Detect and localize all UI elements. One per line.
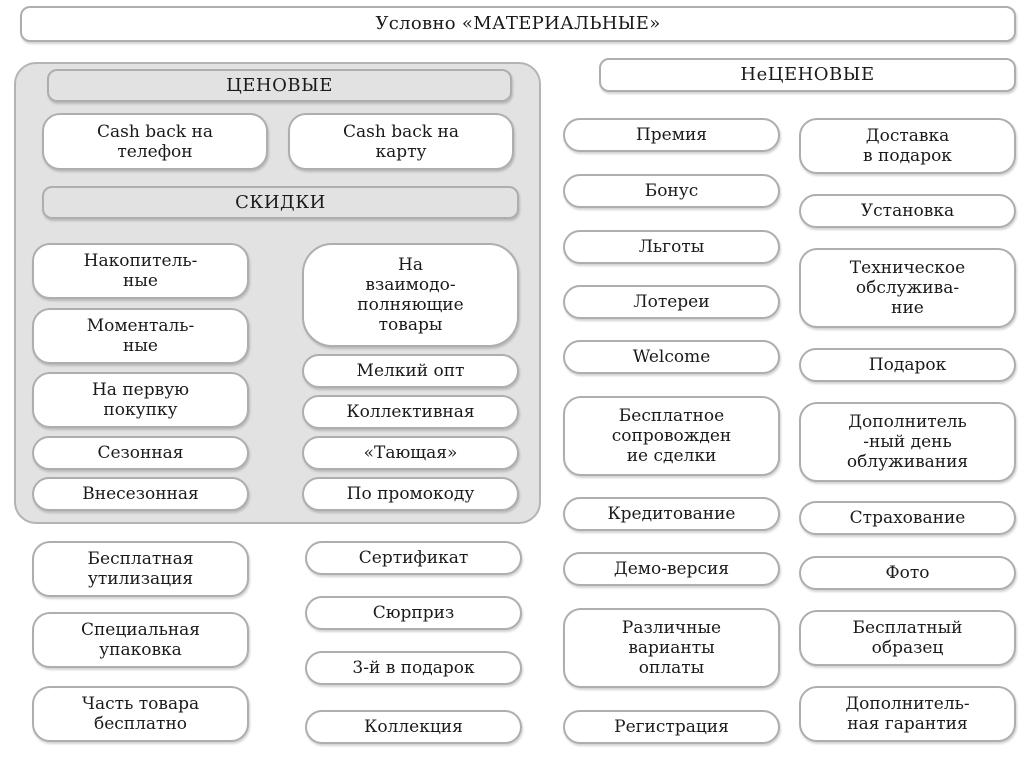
- nonprice-payment-options: Различные варианты оплаты: [563, 608, 780, 688]
- nonprice-gift: Подарок: [799, 348, 1016, 382]
- nonprice-extra-warranty: Дополнитель- ная гарантия: [799, 686, 1016, 742]
- nonprice-demo: Демо-версия: [563, 552, 780, 586]
- certificate-box: Сертификат: [305, 541, 522, 575]
- free-disposal-box: Бесплатная утилизация: [32, 541, 249, 597]
- discount-instant: Моменталь- ные: [32, 308, 249, 364]
- special-packaging-box: Специальная упаковка: [32, 612, 249, 668]
- diagram-title: Условно «МАТЕРИАЛЬНЫЕ»: [20, 6, 1016, 42]
- nonprice-free-sample: Бесплатный образец: [799, 610, 1016, 666]
- nonprice-registration: Регистрация: [563, 710, 780, 744]
- discount-first-purchase: На первую покупку: [32, 372, 249, 428]
- nonprice-maintenance: Техническое обслужива- ние: [799, 248, 1016, 328]
- cashback-phone-box: Cash back на телефон: [42, 113, 268, 170]
- cashback-card-box: Cash back на карту: [288, 113, 514, 170]
- nonprice-privileges: Льготы: [563, 230, 780, 264]
- discount-promocode: По промокоду: [302, 477, 519, 511]
- free-product-part-box: Часть товара бесплатно: [32, 686, 249, 742]
- discount-cumulative: Накопитель- ные: [32, 243, 249, 299]
- nonprice-welcome: Welcome: [563, 340, 780, 374]
- nonprice-bonus: Бонус: [563, 174, 780, 208]
- price-header: ЦЕНОВЫЕ: [47, 69, 512, 102]
- nonprice-bonus-premium: Премия: [563, 118, 780, 152]
- nonprice-lotteries: Лотереи: [563, 285, 780, 319]
- discount-complementary: На взаимодо- полняющие товары: [302, 243, 519, 347]
- discounts-header: СКИДКИ: [42, 186, 519, 219]
- nonprice-photo: Фото: [799, 556, 1016, 590]
- third-free-box: 3-й в подарок: [305, 651, 522, 685]
- discount-offseason: Внесезонная: [32, 477, 249, 511]
- nonprice-extra-service-day: Дополнитель -ный день облуживания: [799, 402, 1016, 482]
- nonprice-credit: Кредитование: [563, 497, 780, 531]
- discount-seasonal: Сезонная: [32, 436, 249, 470]
- collection-box: Коллекция: [305, 710, 522, 744]
- nonprice-insurance: Страхование: [799, 501, 1016, 535]
- discount-collective: Коллективная: [302, 395, 519, 429]
- surprise-box: Сюрприз: [305, 596, 522, 630]
- discount-melting: «Тающая»: [302, 436, 519, 470]
- nonprice-installation: Установка: [799, 194, 1016, 228]
- nonprice-free-delivery: Доставка в подарок: [799, 118, 1016, 174]
- discount-small-wholesale: Мелкий опт: [302, 354, 519, 388]
- nonprice-free-support: Бесплатное сопровожден ие сделки: [563, 396, 780, 476]
- nonprice-header: НеЦЕНОВЫЕ: [599, 58, 1016, 92]
